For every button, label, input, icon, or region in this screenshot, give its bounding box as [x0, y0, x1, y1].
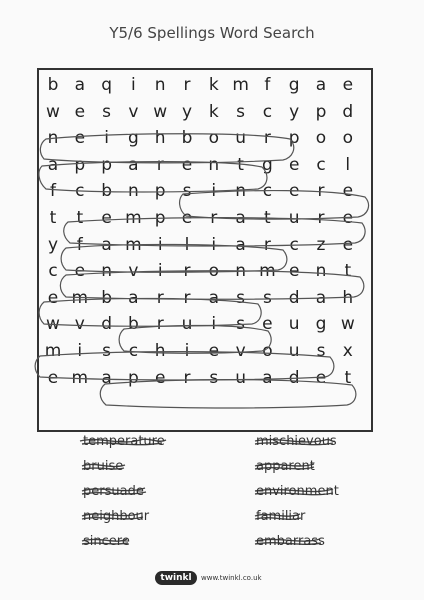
word-apparent: apparent [256, 459, 315, 474]
grid-cell: e [315, 367, 327, 388]
grid-cell: e [181, 208, 193, 228]
grid-cell: r [156, 287, 164, 308]
grid-cell: z [316, 234, 326, 255]
grid-cell: r [263, 234, 271, 255]
grid-cell: u [235, 128, 246, 149]
word-temperature: temperature [83, 434, 165, 449]
grid-cell: e [288, 154, 300, 175]
word-familiar: familiar [256, 509, 306, 524]
grid-cell: o [315, 128, 327, 149]
grid-cell: c [289, 234, 299, 255]
grid-cell: u [181, 314, 193, 335]
grid-cell: d [288, 367, 300, 388]
grid-cell: g [315, 314, 327, 335]
word-mischievous: mischievous [256, 434, 337, 449]
grid-cell: i [184, 341, 190, 361]
footer-url: www.twinkl.co.uk [201, 574, 262, 582]
grid-cell: w [46, 314, 60, 335]
grid-cell: l [184, 234, 190, 255]
grid-cell: s [236, 314, 246, 335]
grid-cell: a [235, 208, 246, 228]
grid-cell: s [262, 287, 272, 308]
grid-cell: q [101, 75, 112, 95]
grid-cell: e [342, 234, 354, 255]
grid-cell: c [262, 101, 273, 122]
grid-cell: i [104, 128, 109, 149]
grid-cell: r [183, 287, 191, 308]
grid-cell: i [157, 234, 163, 255]
grid-cell: m [71, 367, 89, 388]
grid-cell: x [342, 341, 353, 361]
word-sincere: sincere [83, 534, 130, 549]
word-neighbour: neighbour [83, 509, 150, 524]
grid-cell: s [316, 341, 326, 361]
grid-cell: i [211, 314, 217, 335]
word-persuade: persuade [83, 484, 144, 499]
grid-cell: v [128, 261, 139, 282]
grid-cell: b [101, 181, 112, 202]
grid-cell: w [46, 101, 60, 122]
grid-cell: n [208, 154, 220, 175]
grid-cell: t [76, 208, 84, 228]
grid-cell: r [156, 154, 164, 175]
grid-cell: h [342, 287, 354, 308]
grid-cell: i [211, 181, 217, 202]
grid-cell: t [237, 154, 244, 175]
grid-cell: a [128, 154, 139, 175]
grid-cell: a [262, 367, 273, 388]
grid-cell: e [181, 154, 193, 175]
grid-cell: e [342, 181, 354, 202]
grid-cell: c [128, 341, 139, 361]
grid-cell: m [232, 75, 249, 95]
grid-cell: a [47, 154, 59, 175]
grid-cell: e [342, 75, 354, 95]
grid-cell: t [344, 367, 352, 388]
grid-cell: e [288, 181, 300, 202]
grid-cell: g [261, 154, 273, 175]
grid-cell: k [208, 101, 219, 122]
grid-cell: f [264, 75, 271, 95]
grid-cell: f [76, 234, 83, 255]
grid-cell: e [47, 367, 59, 388]
grid-cell: c [262, 181, 273, 202]
grid-cell: m [44, 341, 62, 361]
grid-cell: r [263, 128, 271, 149]
grid-cell: m [125, 234, 142, 255]
grid-cell: m [71, 287, 89, 308]
grid-cell: e [154, 367, 166, 388]
grid-cell: e [101, 208, 112, 228]
grid-cell: s [102, 341, 112, 361]
page-title: Y5/6 Spellings Word Search [109, 24, 315, 42]
grid-cell: t [264, 208, 271, 228]
grid-cell: w [340, 314, 355, 335]
grid-cell: u [288, 208, 300, 228]
grid-cell: a [101, 367, 112, 388]
grid-cell: s [182, 181, 192, 202]
grid-cell: r [183, 75, 191, 95]
grid-cell: e [74, 101, 86, 122]
word-environment: environment [256, 484, 339, 499]
grid-cell: r [317, 181, 325, 202]
grid-cell: s [209, 367, 219, 388]
grid-cell: p [315, 101, 327, 122]
grid-cell: v [235, 341, 246, 361]
grid-cell: h [154, 341, 166, 361]
grid-cell: i [211, 234, 217, 255]
grid-cell: s [102, 101, 112, 122]
grid-cell: a [315, 75, 327, 95]
grid-cell: n [235, 181, 246, 202]
grid-cell: n [315, 261, 327, 282]
grid-cell: u [235, 367, 246, 388]
grid-cell: a [235, 234, 246, 255]
grid-cell: h [154, 128, 166, 149]
grid-cell: e [262, 314, 273, 335]
grid-cell: l [345, 154, 351, 175]
grid-cell: a [208, 287, 219, 308]
grid-cell: r [210, 208, 218, 228]
grid-cell: t [49, 208, 57, 228]
grid-cell: c [316, 154, 326, 175]
grid-cell: d [288, 287, 300, 308]
grid-cell: p [154, 208, 166, 228]
grid-cell: e [74, 261, 86, 282]
grid-cell: e [208, 341, 220, 361]
grid-cell: r [183, 261, 191, 282]
grid-cell: e [47, 287, 59, 308]
grid-cell: v [128, 101, 139, 122]
grid-cell: o [262, 341, 273, 361]
grid-cell: w [153, 101, 168, 122]
grid-cell: u [288, 314, 300, 335]
grid-cell: o [208, 128, 219, 149]
grid-cell: p [154, 181, 166, 202]
grid-cell: d [101, 314, 112, 335]
grid-cell: a [101, 234, 112, 255]
grid-cell: o [208, 261, 219, 282]
grid-cell: r [317, 208, 325, 228]
grid-cell: p [101, 154, 112, 175]
grid-cell: n [47, 128, 59, 149]
grid-cell: y [47, 234, 59, 255]
grid-cell: m [125, 208, 142, 228]
grid-cell: k [208, 75, 219, 95]
grid-cell: n [128, 181, 139, 202]
grid-cell: n [101, 261, 112, 282]
grid-cell: n [154, 75, 166, 95]
grid-cell: v [74, 314, 85, 335]
grid-cell: u [288, 341, 300, 361]
grid-cell: b [181, 128, 193, 149]
grid-cell: i [131, 75, 136, 95]
grid-cell: y [181, 101, 193, 122]
grid-cell: f [50, 181, 56, 202]
grid-cell: p [288, 128, 300, 149]
grid-cell: g [288, 75, 300, 95]
grid-cell: c [75, 181, 85, 202]
grid-cell: a [315, 287, 327, 308]
word-embarrass: embarrass [256, 534, 325, 549]
grid-cell: b [127, 314, 139, 335]
grid-cell: d [342, 101, 354, 122]
grid-cell: c [48, 261, 58, 282]
grid-cell: i [77, 341, 83, 361]
grid-cell: g [127, 128, 139, 149]
grid-cell: p [127, 367, 139, 388]
grid-cell: e [288, 261, 300, 282]
grid-cell: s [236, 101, 246, 122]
grid-cell: r [156, 314, 164, 335]
grid-cell: b [101, 287, 112, 308]
grid-cell: b [47, 75, 59, 95]
grid-cell: a [74, 75, 85, 95]
grid-cell: e [74, 128, 86, 149]
grid-cell: p [74, 154, 86, 175]
grid-cell: a [128, 287, 139, 308]
grid-cell: t [344, 261, 352, 282]
grid-cell: i [157, 261, 163, 282]
grid-cell: s [236, 287, 246, 308]
grid-cell: n [235, 261, 246, 282]
word-bruise: bruise [83, 459, 124, 474]
twinkl-logo: twinkl [155, 571, 197, 585]
grid-cell: o [342, 128, 353, 149]
grid-cell: y [289, 101, 300, 122]
grid-cell: e [342, 208, 354, 228]
grid-cell: m [259, 261, 276, 282]
grid-cell: r [183, 367, 191, 388]
